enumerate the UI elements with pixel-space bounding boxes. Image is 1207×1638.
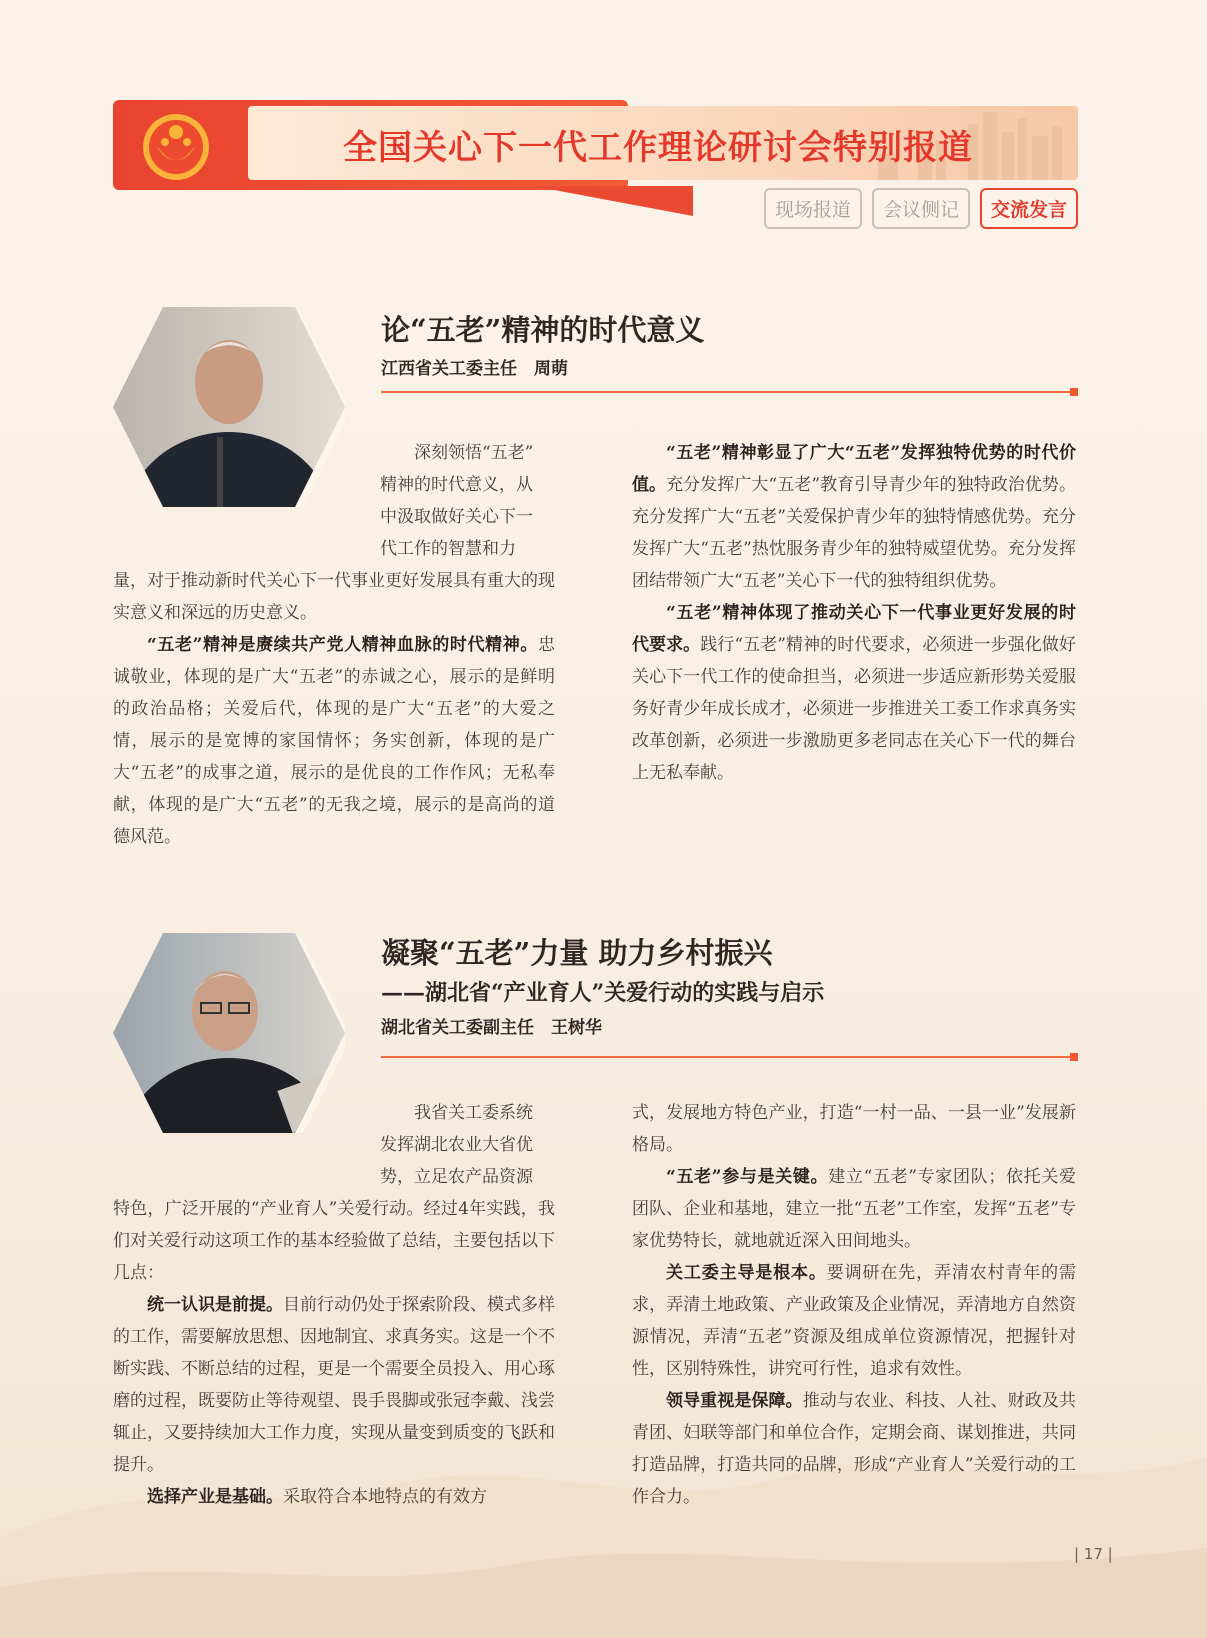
article2-paragraph: 统一认识是前提。目前行动仍处于探索阶段、模式多样的工作，需要解放思想、因地制宜、求真务实。这是一个不断实践、不断总结的过程，更是一个需要全员投入、用心琢磨的过程，既要防止等待观望、畏手畏脚或张冠李戴、浅尝辄止，又要持续加大工作力度，实现从量变到质变的飞跃和提升。 [113,1295,555,1475]
article1-intro-wrap [380,437,555,565]
section-tabs [764,188,1078,229]
tab-meeting-notes[interactable]: 会议侧记 [872,188,970,229]
article1-divider [381,391,1076,393]
article1-wrap-line: 代工作的智慧和力 [380,539,516,559]
article1-paragraph: “五老”精神体现了推动关心下一代事业更好发展的时代要求。践行“五老”精神的时代要求，必须进一步强化做好关心下一代工作的使命担当，必须进一步适应新形势关爱服务好青少年成长成才，必须进一步推进关工委工作求真务实改革创新，必须进一步激励更多老同志在关心下一代的舞台上无私奉献。 [632,603,1076,783]
banner-title: 全国关心下一代工作理论研讨会特别报道 [343,128,973,168]
article2-paragraph: 领导重视是保障。推动与农业、科技、人社、财政及共青团、妇联等部门和单位合作，定期会商、谋划推进，共同打造品牌，打造共同的品牌，形成“产业育人”关爱行动的工作合力。 [632,1391,1077,1507]
article2-wrap-line: 势，立足农产品资源 [380,1167,533,1187]
article1-wrap-line: 深刻领悟“五老” [414,443,534,463]
article1-wrap-line: 中汲取做好关心下一 [380,507,533,527]
tab-on-site-report[interactable]: 现场报道 [764,188,862,229]
portrait-zhou-meng [113,307,345,507]
article1-right-column [632,437,1076,789]
article1-author: 江西省关工委主任 周萌 [381,359,568,379]
article2-title: 凝聚“五老”力量 助力乡村振兴 [381,936,773,970]
page-number: | 17 | [1074,1545,1113,1563]
article2-paragraph: 关工委主导是根本。要调研在先，弄清农村青年的需求，弄清土地政策、产业政策及企业情况，弄清地方自然资源情况，弄清“五老”资源及组成单位资源情况，把握针对性，区别特殊性，讲究可行性，追求有效性。 [632,1263,1077,1379]
article1-paragraph: “五老”精神是赓续共产党人精神血脉的时代精神。忠诚敬业，体现的是广大“五老”的赤诚之心，展示的是鲜明的政治品格；关爱后代，体现的是广大“五老”的大爱之情，展示的是宽博的家国情怀；务实创新，体现的是广大“五老”的成事之道，展示的是优良的工作作风；无私奉献，体现的是广大“五老”的无我之境，展示的是高尚的道德风范。 [113,635,555,847]
tab-exchange-speech[interactable]: 交流发言 [980,188,1078,229]
article2-wrap-line: 发挥湖北农业大省优 [380,1135,533,1155]
article2-left-column [113,1193,555,1513]
article2-subtitle: ——湖北省“产业育人”关爱行动的实践与启示 [381,980,825,1006]
article2-paragraph: 式，发展地方特色产业，打造“一村一品、一县一业”发展新格局。 [632,1103,1076,1155]
article2-right-column [632,1097,1076,1513]
article1-paragraph: 量，对于推动新时代关心下一代事业更好发展具有重大的现实意义和深远的历史意义。 [113,571,555,623]
portrait-wang-shuhua [113,933,345,1133]
article2-paragraph: “五老”参与是关键。建立“五老”专家团队；依托关爱团队、企业和基地，建立一批“五老”工作室，发挥“五老”专家优势特长，就地就近深入田间地头。 [632,1167,1076,1251]
article2-paragraph: 特色，广泛开展的“产业育人”关爱行动。经过4年实践，我们对关爱行动这项工作的基本经验做了总结，主要包括以下几点： [113,1199,555,1283]
organization-logo [141,112,211,182]
section-banner [113,100,1078,225]
article2-author: 湖北省关工委副主任 王树华 [381,1018,602,1038]
article1-left-column [113,565,555,853]
article1-title: 论“五老”精神的时代意义 [381,313,705,347]
article1-paragraph: “五老”精神彰显了广大“五老”发挥独特优势的时代价值。充分发挥广大“五老”教育引导青少年的独特政治优势。充分发挥广大“五老”关爱保护青少年的独特情感优势。充分发挥广大“五老”热忱服务青少年的独特威望优势。充分发挥团结带领广大“五老”关心下一代的独特组织优势。 [632,443,1076,591]
banner-speech-tail [533,186,693,222]
article2-intro-wrap [380,1097,555,1193]
article2-wrap-line: 我省关工委系统 [414,1103,533,1123]
banner-title-panel [248,106,1078,180]
article2-divider [381,1056,1076,1058]
article1-wrap-line: 精神的时代意义，从 [380,475,533,495]
article2-paragraph: 选择产业是基础。采取符合本地特点的有效方 [147,1487,487,1507]
